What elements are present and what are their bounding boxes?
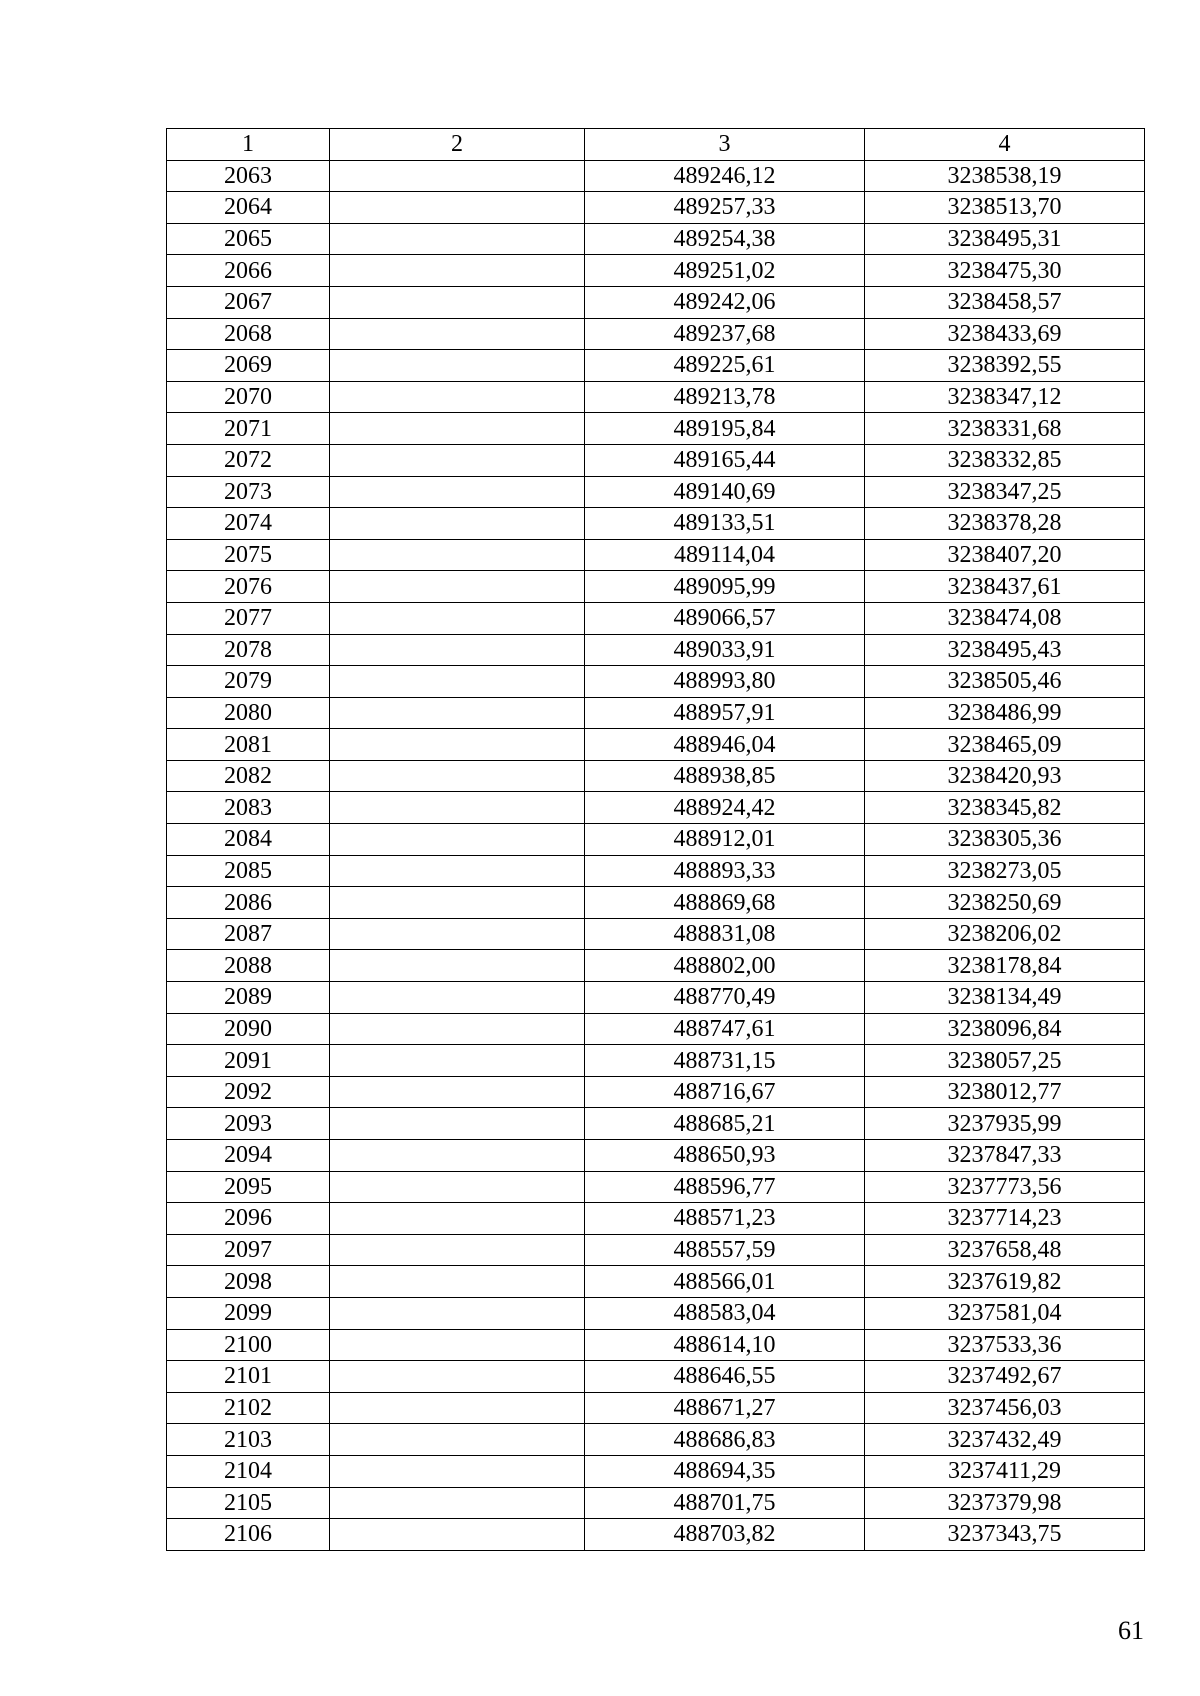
x-coordinate-cell: 489114,04 (585, 539, 865, 571)
y-coordinate-cell: 3238465,09 (865, 729, 1145, 761)
point-number-cell: 2071 (167, 413, 330, 445)
table-row (167, 1392, 1145, 1424)
y-coordinate-cell: 3238495,43 (865, 634, 1145, 666)
point-number-cell: 2104 (167, 1455, 330, 1487)
table-row (167, 413, 1145, 445)
description-cell (330, 950, 585, 982)
point-number-cell: 2086 (167, 887, 330, 919)
y-coordinate-cell: 3238178,84 (865, 950, 1145, 982)
y-coordinate-cell: 3237492,67 (865, 1361, 1145, 1393)
table-row (167, 1519, 1145, 1551)
y-coordinate-cell: 3237456,03 (865, 1392, 1145, 1424)
table-row (167, 982, 1145, 1014)
x-coordinate-cell: 488731,15 (585, 1045, 865, 1077)
description-cell (330, 1266, 585, 1298)
description-cell (330, 760, 585, 792)
y-coordinate-cell: 3238134,49 (865, 982, 1145, 1014)
point-number-cell: 2106 (167, 1519, 330, 1551)
table-row (167, 539, 1145, 571)
description-cell (330, 1392, 585, 1424)
x-coordinate-cell: 488938,85 (585, 760, 865, 792)
point-number-cell: 2100 (167, 1329, 330, 1361)
description-cell (330, 476, 585, 508)
x-coordinate-cell: 489254,38 (585, 223, 865, 255)
description-cell (330, 602, 585, 634)
y-coordinate-cell: 3238538,19 (865, 160, 1145, 192)
point-number-cell: 2089 (167, 982, 330, 1014)
point-number-cell: 2078 (167, 634, 330, 666)
y-coordinate-cell: 3238331,68 (865, 413, 1145, 445)
table-row (167, 760, 1145, 792)
x-coordinate-cell: 488893,33 (585, 855, 865, 887)
description-cell (330, 1361, 585, 1393)
y-coordinate-cell: 3238378,28 (865, 508, 1145, 540)
point-number-cell: 2064 (167, 192, 330, 224)
table-row (167, 286, 1145, 318)
description-cell (330, 1045, 585, 1077)
description-cell (330, 792, 585, 824)
column-header-1: 1 (167, 129, 330, 161)
y-coordinate-cell: 3237432,49 (865, 1424, 1145, 1456)
y-coordinate-cell: 3238505,46 (865, 666, 1145, 698)
point-number-cell: 2081 (167, 729, 330, 761)
table-row (167, 792, 1145, 824)
description-cell (330, 318, 585, 350)
point-number-cell: 2082 (167, 760, 330, 792)
table-row (167, 1076, 1145, 1108)
x-coordinate-cell: 488650,93 (585, 1140, 865, 1172)
description-cell (330, 824, 585, 856)
point-number-cell: 2103 (167, 1424, 330, 1456)
point-number-cell: 2083 (167, 792, 330, 824)
table-row (167, 1234, 1145, 1266)
point-number-cell: 2065 (167, 223, 330, 255)
table-row (167, 318, 1145, 350)
point-number-cell: 2070 (167, 381, 330, 413)
table-row (167, 729, 1145, 761)
page-number: 61 (1118, 1616, 1144, 1645)
description-cell (330, 508, 585, 540)
point-number-cell: 2096 (167, 1203, 330, 1235)
point-number-cell: 2069 (167, 350, 330, 382)
x-coordinate-cell: 489066,57 (585, 602, 865, 634)
x-coordinate-cell: 489095,99 (585, 571, 865, 603)
x-coordinate-cell: 488596,77 (585, 1171, 865, 1203)
x-coordinate-cell: 488685,21 (585, 1108, 865, 1140)
x-coordinate-cell: 488831,08 (585, 918, 865, 950)
table-row (167, 1361, 1145, 1393)
table-row (167, 1487, 1145, 1519)
y-coordinate-cell: 3237619,82 (865, 1266, 1145, 1298)
point-number-cell: 2063 (167, 160, 330, 192)
table-row (167, 1266, 1145, 1298)
x-coordinate-cell: 488912,01 (585, 824, 865, 856)
table-row (167, 824, 1145, 856)
y-coordinate-cell: 3237343,75 (865, 1519, 1145, 1551)
table-row (167, 1045, 1145, 1077)
x-coordinate-cell: 488571,23 (585, 1203, 865, 1235)
y-coordinate-cell: 3238347,12 (865, 381, 1145, 413)
point-number-cell: 2072 (167, 444, 330, 476)
x-coordinate-cell: 488957,91 (585, 697, 865, 729)
y-coordinate-cell: 3237658,48 (865, 1234, 1145, 1266)
table-row (167, 950, 1145, 982)
x-coordinate-cell: 488557,59 (585, 1234, 865, 1266)
description-cell (330, 887, 585, 919)
point-number-cell: 2080 (167, 697, 330, 729)
table-row (167, 255, 1145, 287)
x-coordinate-cell: 488924,42 (585, 792, 865, 824)
y-coordinate-cell: 3238250,69 (865, 887, 1145, 919)
table-row (167, 223, 1145, 255)
description-cell (330, 1203, 585, 1235)
y-coordinate-cell: 3238433,69 (865, 318, 1145, 350)
x-coordinate-cell: 488703,82 (585, 1519, 865, 1551)
point-number-cell: 2067 (167, 286, 330, 318)
description-cell (330, 571, 585, 603)
x-coordinate-cell: 488802,00 (585, 950, 865, 982)
y-coordinate-cell: 3238392,55 (865, 350, 1145, 382)
point-number-cell: 2094 (167, 1140, 330, 1172)
x-coordinate-cell: 489237,68 (585, 318, 865, 350)
y-coordinate-cell: 3238437,61 (865, 571, 1145, 603)
point-number-cell: 2073 (167, 476, 330, 508)
y-coordinate-cell: 3238420,93 (865, 760, 1145, 792)
point-number-cell: 2097 (167, 1234, 330, 1266)
x-coordinate-cell: 488694,35 (585, 1455, 865, 1487)
y-coordinate-cell: 3237533,36 (865, 1329, 1145, 1361)
table-row (167, 192, 1145, 224)
description-cell (330, 1424, 585, 1456)
table-row (167, 160, 1145, 192)
x-coordinate-cell: 489140,69 (585, 476, 865, 508)
table-row (167, 1171, 1145, 1203)
table-row (167, 602, 1145, 634)
table-row (167, 476, 1145, 508)
table-row (167, 1297, 1145, 1329)
table-row (167, 1455, 1145, 1487)
y-coordinate-cell: 3237935,99 (865, 1108, 1145, 1140)
description-cell (330, 918, 585, 950)
description-cell (330, 286, 585, 318)
table-row (167, 634, 1145, 666)
coordinates-table (166, 128, 1145, 1551)
table-row (167, 918, 1145, 950)
x-coordinate-cell: 489033,91 (585, 634, 865, 666)
y-coordinate-cell: 3238345,82 (865, 792, 1145, 824)
y-coordinate-cell: 3238347,25 (865, 476, 1145, 508)
x-coordinate-cell: 489251,02 (585, 255, 865, 287)
y-coordinate-cell: 3237581,04 (865, 1297, 1145, 1329)
x-coordinate-cell: 489246,12 (585, 160, 865, 192)
x-coordinate-cell: 488614,10 (585, 1329, 865, 1361)
x-coordinate-cell: 488770,49 (585, 982, 865, 1014)
y-coordinate-cell: 3238475,30 (865, 255, 1145, 287)
description-cell (330, 1455, 585, 1487)
point-number-cell: 2102 (167, 1392, 330, 1424)
x-coordinate-cell: 488686,83 (585, 1424, 865, 1456)
x-coordinate-cell: 489213,78 (585, 381, 865, 413)
x-coordinate-cell: 489195,84 (585, 413, 865, 445)
point-number-cell: 2085 (167, 855, 330, 887)
point-number-cell: 2075 (167, 539, 330, 571)
description-cell (330, 381, 585, 413)
x-coordinate-cell: 488701,75 (585, 1487, 865, 1519)
y-coordinate-cell: 3237379,98 (865, 1487, 1145, 1519)
y-coordinate-cell: 3238012,77 (865, 1076, 1145, 1108)
point-number-cell: 2099 (167, 1297, 330, 1329)
y-coordinate-cell: 3238273,05 (865, 855, 1145, 887)
table-row (167, 508, 1145, 540)
x-coordinate-cell: 489257,33 (585, 192, 865, 224)
table-row (167, 1424, 1145, 1456)
x-coordinate-cell: 489242,06 (585, 286, 865, 318)
y-coordinate-cell: 3237714,23 (865, 1203, 1145, 1235)
column-header-3: 3 (585, 129, 865, 161)
table-row (167, 855, 1145, 887)
description-cell (330, 444, 585, 476)
table-row (167, 1329, 1145, 1361)
x-coordinate-cell: 488869,68 (585, 887, 865, 919)
description-cell (330, 223, 585, 255)
point-number-cell: 2091 (167, 1045, 330, 1077)
point-number-cell: 2088 (167, 950, 330, 982)
point-number-cell: 2068 (167, 318, 330, 350)
y-coordinate-cell: 3237773,56 (865, 1171, 1145, 1203)
description-cell (330, 1140, 585, 1172)
description-cell (330, 255, 585, 287)
point-number-cell: 2076 (167, 571, 330, 603)
table-row (167, 350, 1145, 382)
description-cell (330, 1171, 585, 1203)
y-coordinate-cell: 3238407,20 (865, 539, 1145, 571)
description-cell (330, 666, 585, 698)
y-coordinate-cell: 3238096,84 (865, 1013, 1145, 1045)
description-cell (330, 350, 585, 382)
point-number-cell: 2090 (167, 1013, 330, 1045)
x-coordinate-cell: 488747,61 (585, 1013, 865, 1045)
y-coordinate-cell: 3238486,99 (865, 697, 1145, 729)
x-coordinate-cell: 488583,04 (585, 1297, 865, 1329)
x-coordinate-cell: 488946,04 (585, 729, 865, 761)
x-coordinate-cell: 488671,27 (585, 1392, 865, 1424)
x-coordinate-cell: 488993,80 (585, 666, 865, 698)
description-cell (330, 1519, 585, 1551)
point-number-cell: 2101 (167, 1361, 330, 1393)
table-row (167, 381, 1145, 413)
point-number-cell: 2095 (167, 1171, 330, 1203)
table-row (167, 1013, 1145, 1045)
point-number-cell: 2084 (167, 824, 330, 856)
y-coordinate-cell: 3238206,02 (865, 918, 1145, 950)
x-coordinate-cell: 488566,01 (585, 1266, 865, 1298)
description-cell (330, 729, 585, 761)
table-row (167, 1108, 1145, 1140)
description-cell (330, 413, 585, 445)
x-coordinate-cell: 489133,51 (585, 508, 865, 540)
y-coordinate-cell: 3238332,85 (865, 444, 1145, 476)
description-cell (330, 1487, 585, 1519)
point-number-cell: 2079 (167, 666, 330, 698)
x-coordinate-cell: 488716,67 (585, 1076, 865, 1108)
description-cell (330, 1013, 585, 1045)
column-header-2: 2 (330, 129, 585, 161)
point-number-cell: 2074 (167, 508, 330, 540)
point-number-cell: 2087 (167, 918, 330, 950)
x-coordinate-cell: 488646,55 (585, 1361, 865, 1393)
description-cell (330, 634, 585, 666)
table-header-row (167, 129, 1145, 161)
point-number-cell: 2077 (167, 602, 330, 634)
y-coordinate-cell: 3238458,57 (865, 286, 1145, 318)
description-cell (330, 160, 585, 192)
point-number-cell: 2105 (167, 1487, 330, 1519)
y-coordinate-cell: 3238305,36 (865, 824, 1145, 856)
y-coordinate-cell: 3238513,70 (865, 192, 1145, 224)
description-cell (330, 1329, 585, 1361)
x-coordinate-cell: 489165,44 (585, 444, 865, 476)
table-row (167, 1140, 1145, 1172)
description-cell (330, 1297, 585, 1329)
y-coordinate-cell: 3238057,25 (865, 1045, 1145, 1077)
table-body (167, 160, 1145, 1550)
y-coordinate-cell: 3237847,33 (865, 1140, 1145, 1172)
table-row (167, 444, 1145, 476)
point-number-cell: 2098 (167, 1266, 330, 1298)
table-row (167, 571, 1145, 603)
point-number-cell: 2066 (167, 255, 330, 287)
description-cell (330, 192, 585, 224)
description-cell (330, 697, 585, 729)
column-header-4: 4 (865, 129, 1145, 161)
y-coordinate-cell: 3238474,08 (865, 602, 1145, 634)
table-row (167, 666, 1145, 698)
description-cell (330, 1076, 585, 1108)
point-number-cell: 2092 (167, 1076, 330, 1108)
point-number-cell: 2093 (167, 1108, 330, 1140)
table-row (167, 887, 1145, 919)
description-cell (330, 855, 585, 887)
description-cell (330, 982, 585, 1014)
description-cell (330, 1108, 585, 1140)
y-coordinate-cell: 3238495,31 (865, 223, 1145, 255)
description-cell (330, 539, 585, 571)
table-row (167, 1203, 1145, 1235)
x-coordinate-cell: 489225,61 (585, 350, 865, 382)
table-row (167, 697, 1145, 729)
y-coordinate-cell: 3237411,29 (865, 1455, 1145, 1487)
description-cell (330, 1234, 585, 1266)
